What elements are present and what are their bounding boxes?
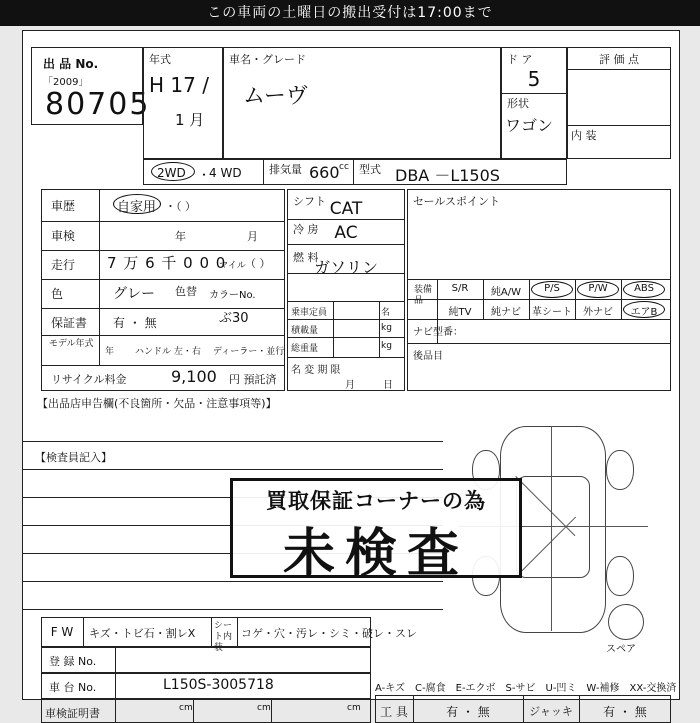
drive-sep: ・ xyxy=(198,168,211,182)
cert-label: 車検証明書 xyxy=(45,707,100,720)
history-row-3-value3: ぶ30 xyxy=(219,311,249,326)
drive-2wd-label: 2WD xyxy=(157,166,186,180)
capacity-unit: 名 xyxy=(381,308,391,318)
equip-airbag: エアB xyxy=(630,307,658,318)
expiry-month: 月 xyxy=(345,380,355,391)
history-row-0-value: 自家用 xyxy=(117,200,157,215)
register-label: 登 録 No. xyxy=(49,655,97,668)
equip-ps-circle xyxy=(531,281,573,298)
stamp-top-text: 買取保証コーナーの為 xyxy=(266,489,486,513)
history-row-4-label: 保証書 xyxy=(51,316,88,330)
model-label: 型式 xyxy=(359,163,381,176)
cert-cm-2: cm xyxy=(257,703,271,713)
rear-item-label: 後品目 xyxy=(413,351,443,362)
model-value: DBA －L150S xyxy=(395,166,500,185)
shape-value: ワゴン xyxy=(505,116,554,135)
wheel-rear-right xyxy=(606,556,634,596)
sales-point-title: セールスポイント xyxy=(413,195,501,208)
vehicle-name-label: 車名・グレード xyxy=(229,53,306,66)
jack-label: ジャッキ xyxy=(529,705,573,718)
car-roof-outline xyxy=(516,476,590,578)
year-label: 年式 xyxy=(149,53,171,66)
displacement-unit: cc xyxy=(339,162,349,172)
equip-pw-circle xyxy=(577,281,619,298)
sheet-paper xyxy=(22,30,680,720)
equip-navi: 純ナビ xyxy=(491,307,521,318)
spec-row-0-label: シフト xyxy=(293,195,326,208)
load-label: 積載量 xyxy=(291,326,319,336)
equip-airbag-circle xyxy=(623,301,665,318)
displacement-label: 排気量 xyxy=(269,163,302,176)
cert-cm-3: cm xyxy=(347,703,361,713)
history-row-1-unit2: 月 xyxy=(247,230,258,243)
lot-year-tag: 「2009」 xyxy=(43,77,89,88)
history-row-0-label: 車歴 xyxy=(51,199,76,213)
rating-label: 評 価 点 xyxy=(599,53,639,66)
history-row-5-label: モデル年式 xyxy=(49,339,94,349)
displacement-value: 660 xyxy=(309,163,340,182)
equip-label: 装備品 xyxy=(414,285,433,306)
history-row-2-unit: マイル xyxy=(219,261,246,271)
spare-tire xyxy=(608,604,644,640)
spec-row-2-label: 燃 料 xyxy=(293,251,319,264)
lot-number-value: 80705 xyxy=(45,87,151,122)
load-unit: kg xyxy=(381,323,392,333)
spec-row-2-value: ガソリン xyxy=(313,258,378,277)
weight-unit: kg xyxy=(381,341,392,351)
history-row-5-dealer: ディーラー・並行 xyxy=(213,347,285,357)
cert-cm-1: cm xyxy=(179,703,193,713)
history-row-5-value: 年 xyxy=(105,347,115,357)
equip-leather: 革シート xyxy=(532,307,572,318)
history-row-2-paren: （ ） xyxy=(245,257,271,270)
expiry-label: 名 変 期 限 xyxy=(291,365,341,376)
fw-label: F W xyxy=(50,625,74,639)
history-row-3-value: グレー xyxy=(113,286,155,302)
history-row-6-unit: 円 預託済 xyxy=(229,373,277,386)
history-row-2-value: 7 万 6 千 0 0 0 xyxy=(107,254,227,272)
equip-aw: 純A/W xyxy=(490,287,522,298)
spec-row-1-value: AC xyxy=(334,223,358,243)
fw-value: キズ・トビ石・割レX xyxy=(89,627,196,640)
equip-sr: S/R xyxy=(451,283,469,294)
wheel-front-right xyxy=(606,450,634,490)
tools-value: 有 ・ 無 xyxy=(446,705,490,719)
history-row-4-value: 有 ・ 無 xyxy=(113,316,157,330)
interior-label: 内 装 xyxy=(571,129,597,142)
seat-value: コゲ・穴・汚レ・シミ・破レ・スレ xyxy=(241,627,417,640)
jack-value: 有 ・ 無 xyxy=(603,705,647,719)
shape-label: 形状 xyxy=(507,97,529,110)
month-value: 1 月 xyxy=(175,111,205,129)
vehicle-name-value: ムーヴ xyxy=(243,84,308,109)
equip-pw: P/W xyxy=(588,283,608,294)
lot-number-label: 出 品 No. xyxy=(43,57,99,71)
door-value: 5 xyxy=(527,67,541,91)
history-row-6-value: 9,100 xyxy=(171,367,217,386)
door-label: ド ア xyxy=(507,53,533,66)
expiry-day: 日 xyxy=(383,380,393,391)
history-row-0-suffix: ・（ ） xyxy=(165,200,196,213)
top-banner: この車両の土曜日の搬出受付は17:00まで xyxy=(0,0,700,26)
history-row-1-unit1: 年 xyxy=(175,230,186,243)
spare-label: スペア xyxy=(606,644,636,655)
history-row-5-handle: ハンドル 左・右 xyxy=(135,347,201,357)
drive-4wd-label: 4 WD xyxy=(209,166,242,180)
history-row-1-label: 車検 xyxy=(51,229,76,243)
inspector-label: 【検査員記入】 xyxy=(35,451,112,464)
stamp-big-text: 未検査 xyxy=(282,524,469,584)
weight-label: 総重量 xyxy=(291,344,319,354)
spec-row-1-label: 冷 房 xyxy=(293,223,319,236)
history-row-3-label3: カラーNo. xyxy=(209,290,256,301)
history-row-2-label: 走行 xyxy=(51,258,76,272)
seller-note-label: 【出品店申告欄(不良箇所・欠品・注意事項等)】 xyxy=(37,397,277,410)
history-row-3-label2: 色替 xyxy=(175,285,197,298)
uninspected-stamp xyxy=(230,478,522,584)
equip-abs: ABS xyxy=(634,283,654,294)
year-value: H 17 / xyxy=(149,73,209,97)
nav-model-label: ナビ型番： xyxy=(413,327,463,338)
equip-ps: P/S xyxy=(544,283,560,294)
equip-abs-circle xyxy=(623,281,665,298)
equip-tv: 純TV xyxy=(448,307,472,318)
seat-label: シート内装 xyxy=(214,621,233,653)
history-row-3-label: 色 xyxy=(51,287,64,301)
capacity-label: 乗車定員 xyxy=(291,308,328,318)
tools-label: 工 具 xyxy=(380,705,408,719)
chassis-value: L150S-3005718 xyxy=(163,677,274,693)
equip-extnavi: 外ナビ xyxy=(583,307,613,318)
spec-row-0-value: CAT xyxy=(329,199,363,219)
history-row-6-label: リサイクル料金 xyxy=(51,373,127,386)
chassis-label: 車 台 No. xyxy=(49,681,97,694)
damage-legend: A-キズ C-腐食 E-エクボ S-サビ U-凹ミ W-補修 XX-交換済 xyxy=(375,683,677,694)
